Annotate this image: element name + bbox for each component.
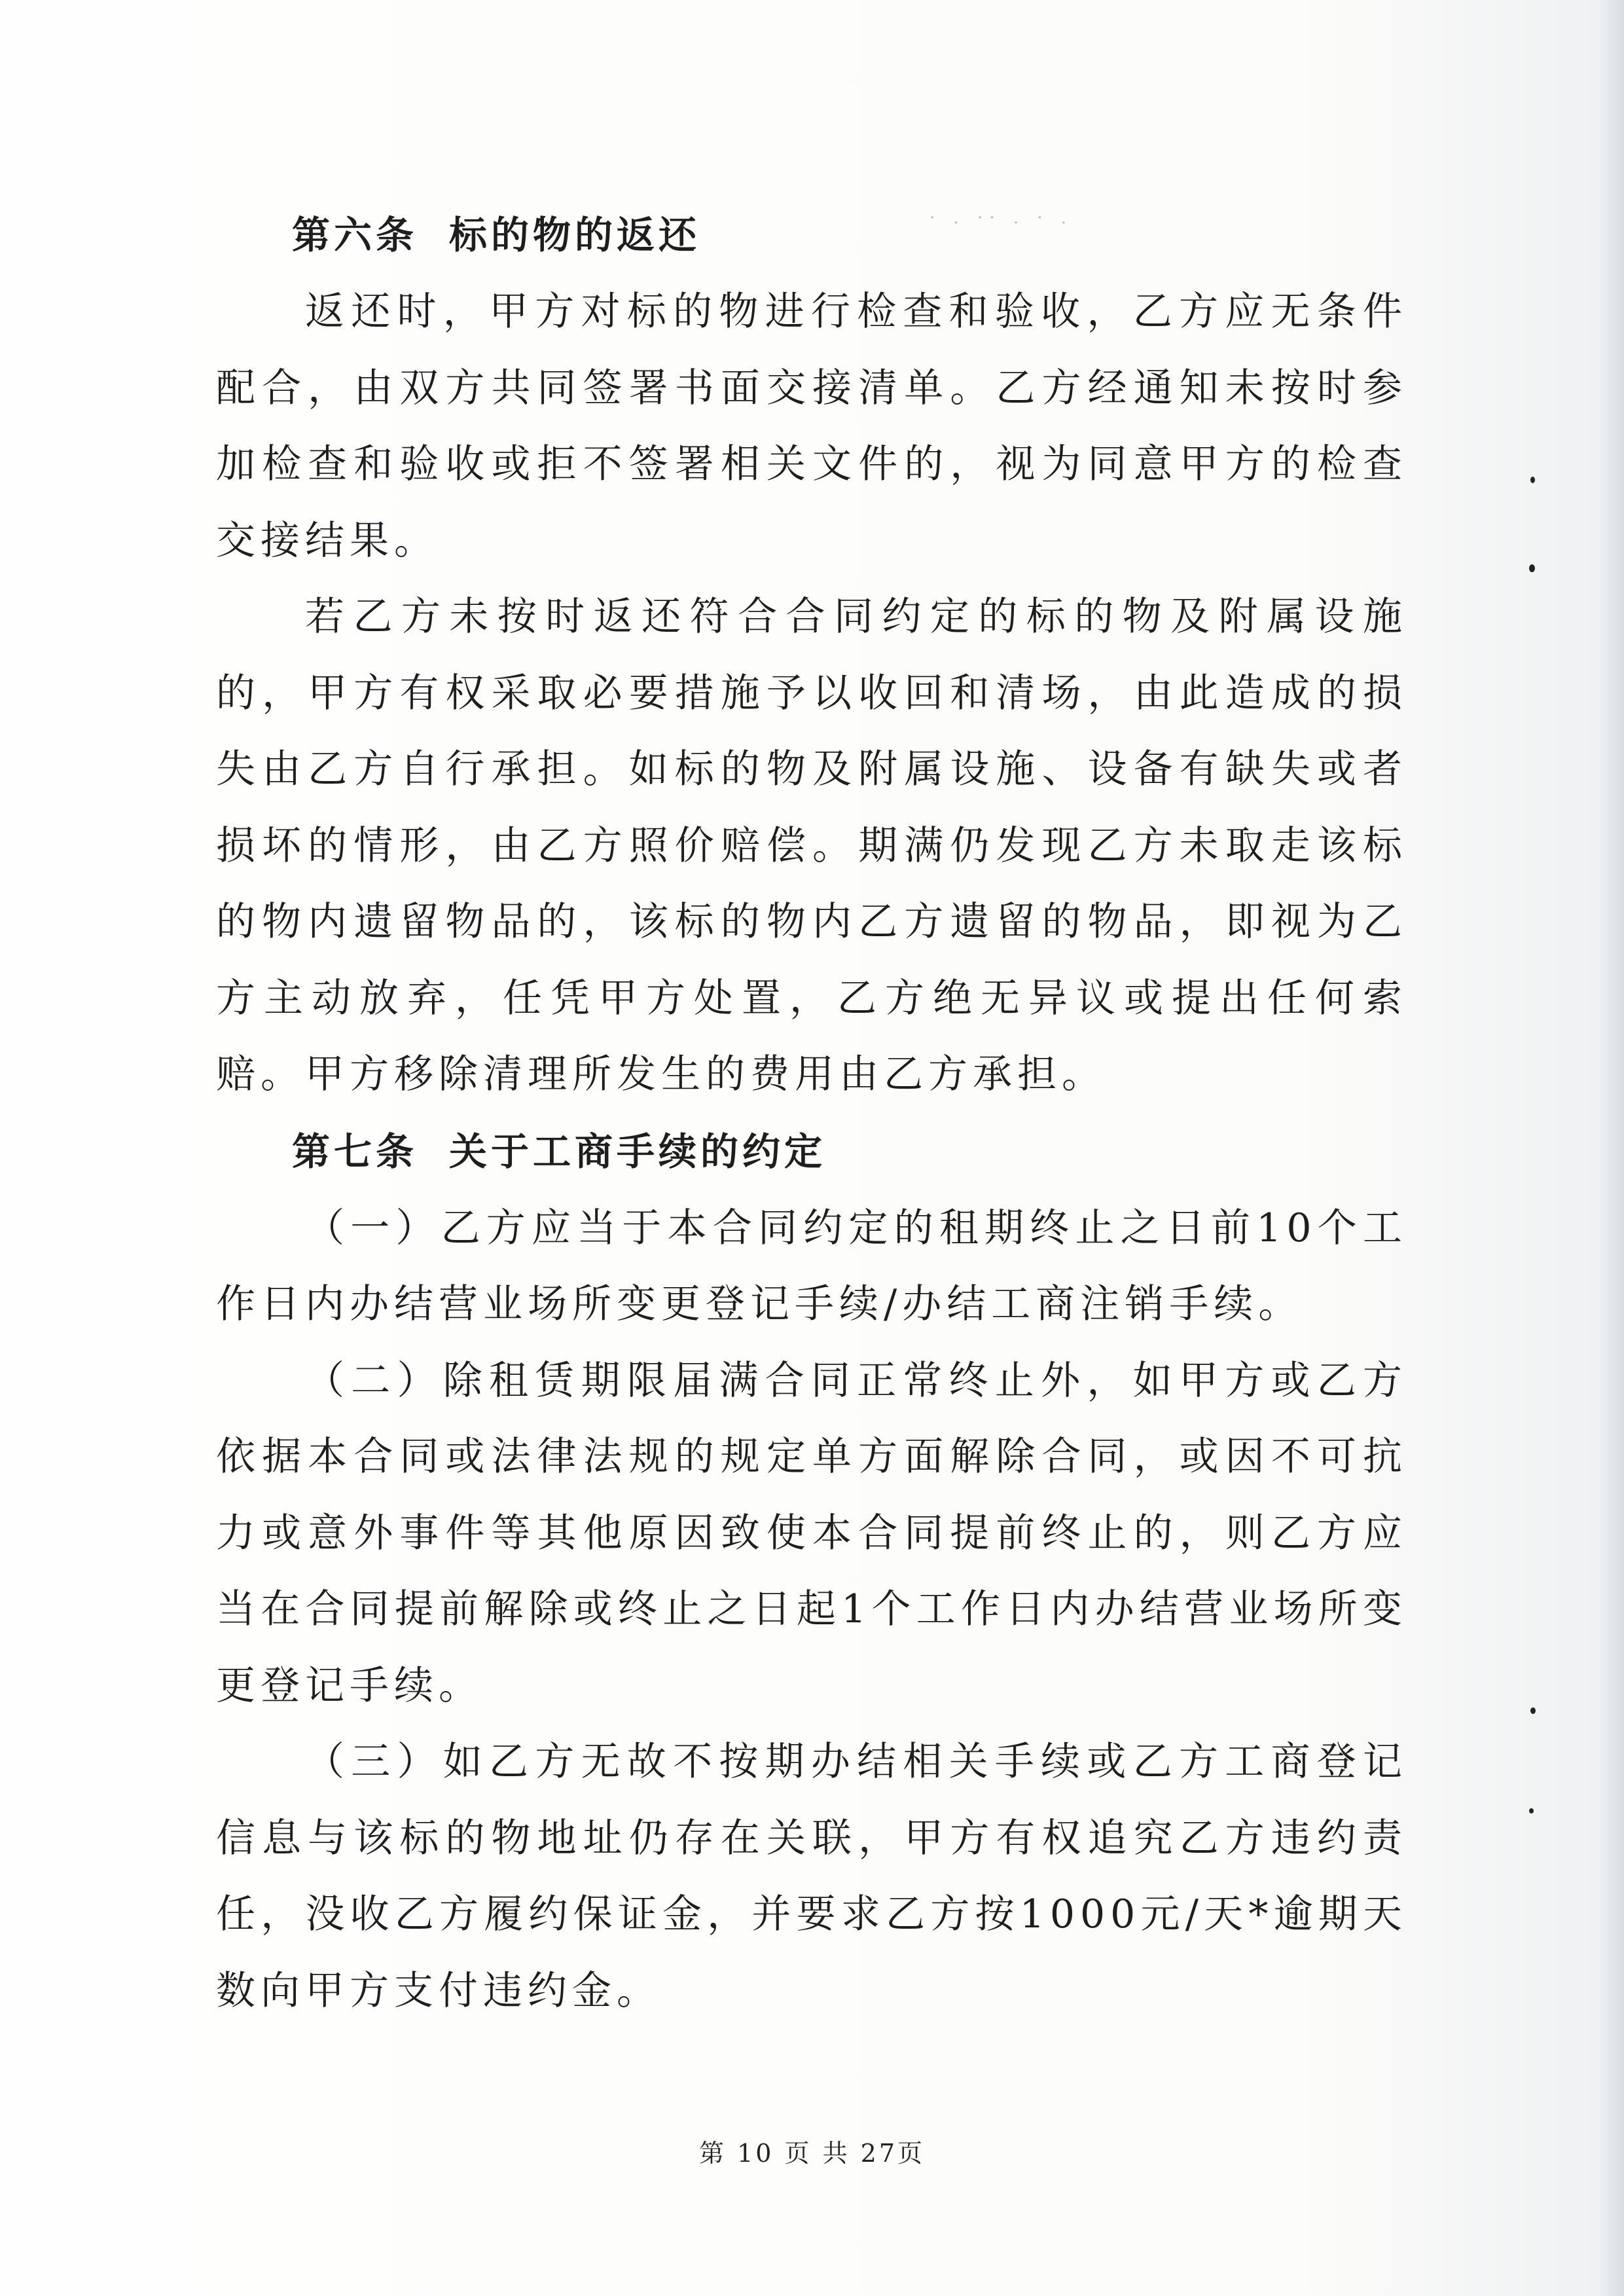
section-6-number: 第六条 — [292, 213, 418, 257]
section-7-title: 关于工商手续的约定 — [449, 1129, 827, 1174]
section-7-heading — [216, 1113, 1407, 1190]
scan-speck — [1530, 1707, 1536, 1714]
scan-speck — [1529, 564, 1535, 572]
section-6-heading — [216, 196, 1407, 274]
section-6-title: 标的物的返还 — [449, 213, 701, 257]
section-7-clause-2: （二）除租赁期限届满合同正常终止外，如甲方或乙方依据本合同或法律法规的规定单方面解除合同，或因不可抗力或意外事件等其他原因致使本合同提前终止的，则乙方应当在合同提前解除或终止之日起1个工作日内办结营业场所变更登记手续。 — [216, 1357, 1407, 1709]
scan-noise: · . ·· . · . — [929, 208, 1074, 228]
scan-edge-shadow — [1598, 0, 1624, 2296]
scan-speck — [1530, 477, 1535, 483]
page-number-footer: 第 10 页 共 27页 — [698, 2139, 926, 2168]
section-7-number: 第七条 — [292, 1129, 418, 1174]
document-body — [216, 196, 1407, 2029]
section-7-clause-1: （一）乙方应当于本合同约定的租期终止之日前10个工作日内办结营业场所变更登记手续/办结工商注销手续。 — [216, 1205, 1407, 1327]
section-6-paragraph-2: 若乙方未按时返还符合合同约定的标的物及附属设施的，甲方有权采取必要措施予以收回和清场，由此造成的损失由乙方自行承担。如标的物及附属设施、设备有缺失或者损坏的情形，由乙方照价赔偿。期满仍发现乙方未取走该标的物内遗留物品的，该标的物内乙方遗留的物品，即视为乙方主动放弃，任凭甲方处置，乙方绝无异议或提出任何索赔。甲方移除清理所发生的费用由乙方承担。 — [216, 594, 1407, 1097]
scan-speck — [1529, 1808, 1534, 1813]
section-6-paragraph-1: 返还时，甲方对标的物进行检查和验收，乙方应无条件配合，由双方共同签署书面交接清单。乙方经通知未按时参加检查和验收或拒不签署相关文件的，视为同意甲方的检查交接结果。 — [216, 289, 1407, 564]
section-7-clause-3: （三）如乙方无故不按期办结相关手续或乙方工商登记信息与该标的物地址仍存在关联，甲方有权追究乙方违约责任，没收乙方履约保证金，并要求乙方按1000元/天*逾期天数向甲方支付违约金。 — [216, 1739, 1407, 2014]
